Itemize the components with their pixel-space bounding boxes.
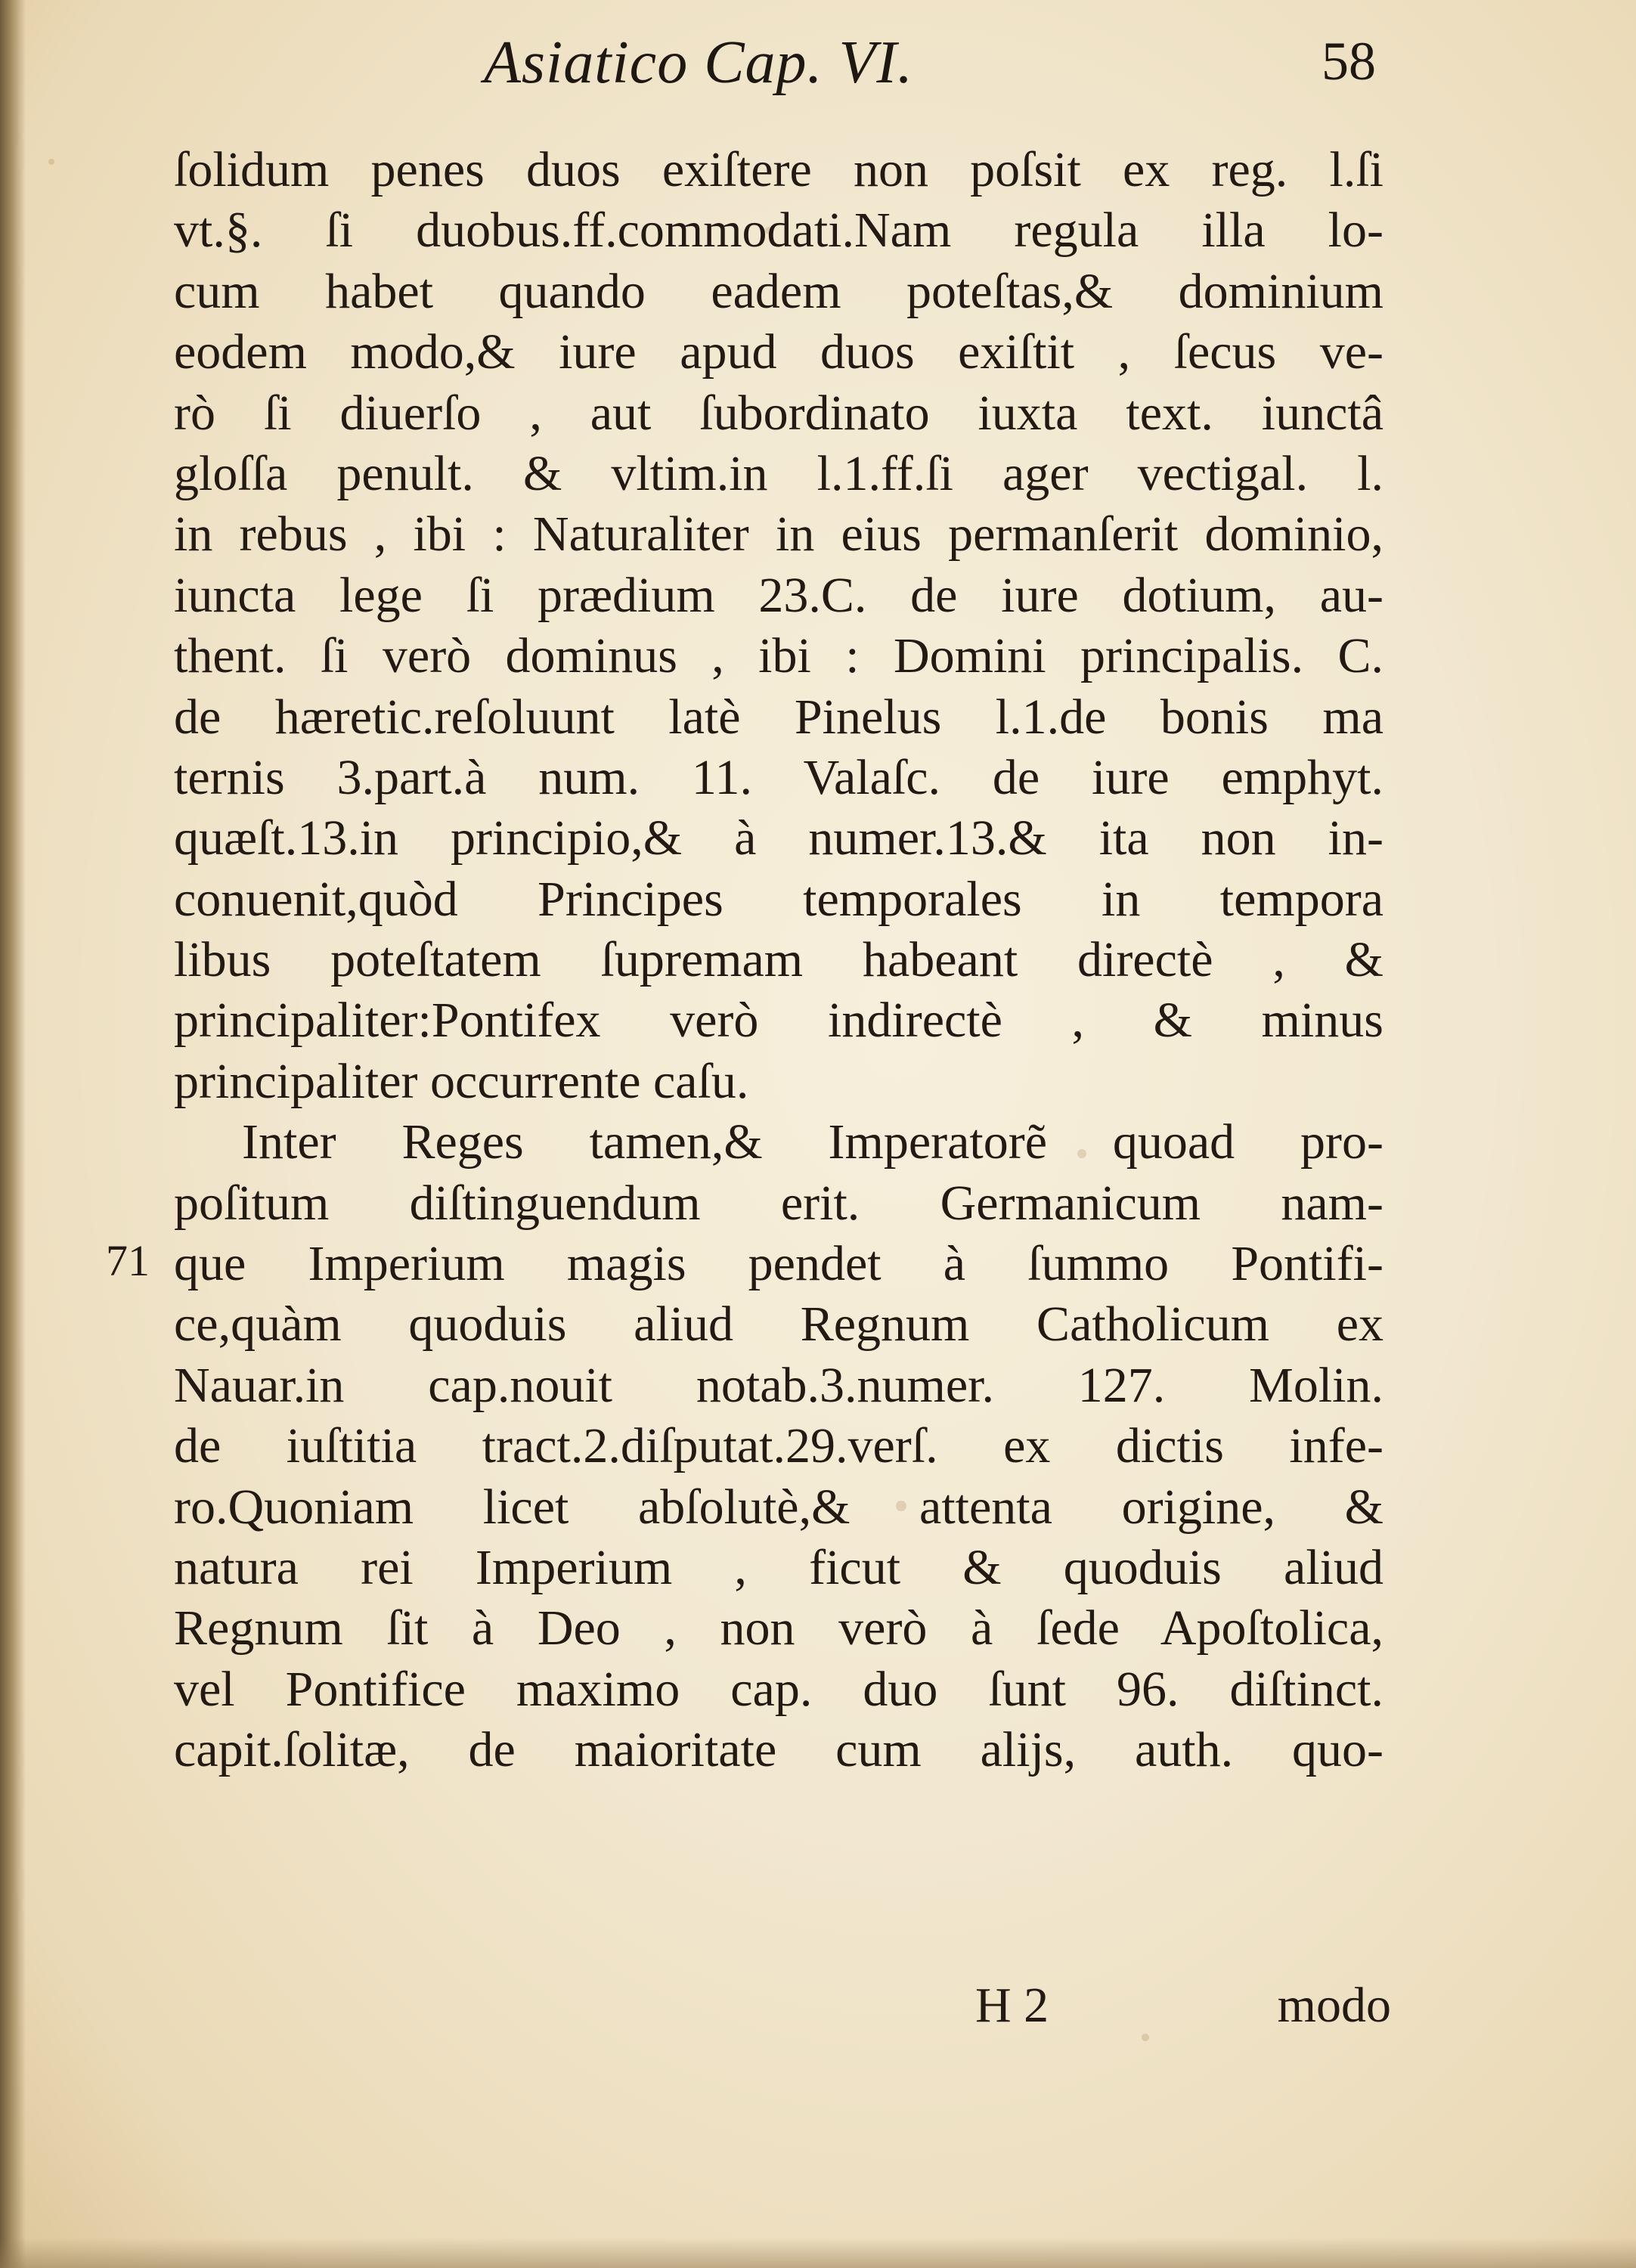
text-line: gloſſa penult. & vltim.in l.1.ff.ſi ager vectigal. l. [174, 445, 1383, 501]
text-line: ternis 3.part.à num. 11. Valaſc. de iure emphyt. [174, 749, 1383, 805]
signature-mark: H 2 [975, 1978, 1049, 2033]
text-line: quæſt.13.in principio,& à numer.13.& ita non in- [174, 810, 1383, 866]
page-number: 58 [1322, 31, 1376, 91]
text-line: Regnum ſit à Deo , non verò à ſede Apoſtolica, [174, 1600, 1383, 1656]
catchword: modo [1277, 1978, 1391, 2033]
text-line: libus poteſtatem ſupremam habeant directè , & [174, 932, 1383, 988]
text-line: principaliter occurrente caſu. [174, 1053, 749, 1109]
body-text [174, 140, 1383, 1781]
page-bottom-shadow [0, 2238, 1636, 2268]
foxing-spot [48, 159, 54, 165]
text-line: vt.§. ſi duobus.ff.commodati.Nam regula illa lo- [174, 203, 1383, 259]
text-line: cum habet quando eadem poteſtas,& dominium [174, 263, 1383, 319]
text-line: Nauar.in cap.nouit notab.3.numer. 127. Molin. [174, 1357, 1383, 1413]
text-line: de hæretic.reſoluunt latè Pinelus l.1.de bonis ma [174, 689, 1383, 745]
text-line: ro.Quoniam licet abſolutè,& attenta origine, & [174, 1479, 1383, 1535]
page-footer [975, 1977, 1391, 2037]
text-line: que Imperium magis pendet à ſummo Pontifi- [174, 1236, 1383, 1292]
text-line: conuenit,quòd Principes temporales in tempora [174, 871, 1383, 927]
text-line: poſitum diſtinguendum erit. Germanicum nam- [174, 1175, 1383, 1231]
text-line: eodem modo,& iure apud duos exiſtit , ſecus ve- [174, 324, 1383, 380]
text-line: natura rei Imperium , ficut & quoduis aliud [174, 1539, 1383, 1595]
marginal-paragraph-number: 71 [106, 1236, 150, 1285]
text-line: in rebus , ibi : Naturaliter in eius permanſerit dominio, [174, 507, 1383, 562]
text-line: thent. ſi verò dominus , ibi : Domini principalis. C. [174, 628, 1383, 684]
text-line: ce,quàm quoduis aliud Regnum Catholicum ex [174, 1297, 1383, 1352]
text-line: principaliter:Pontifex verò indirectè , & minus [174, 993, 1383, 1049]
text-line: capit.ſolitæ, de maioritate cum alijs, auth. quo- [174, 1722, 1383, 1778]
running-title: Asiatico Cap. VI. [484, 29, 914, 96]
text-line: vel Pontifice maximo cap. duo ſunt 96. diſtinct. [174, 1661, 1383, 1717]
running-header [484, 29, 1376, 101]
page-gutter-shadow [0, 0, 26, 2268]
text-line: ſolidum penes duos exiſtere non poſsit ex reg. l.ſi [174, 142, 1383, 197]
text-line: rò ſi diuerſo , aut ſubordinato iuxta text. iunctâ [174, 385, 1383, 441]
text-line: de iuſtitia tract.2.diſputat.29.verſ. ex dictis infe- [174, 1418, 1383, 1474]
text-line: Inter Reges tamen,& Imperatorẽ quoad pro- [242, 1114, 1383, 1170]
text-line: iuncta lege ſi prædium 23.C. de iure dotium, au- [174, 567, 1383, 623]
